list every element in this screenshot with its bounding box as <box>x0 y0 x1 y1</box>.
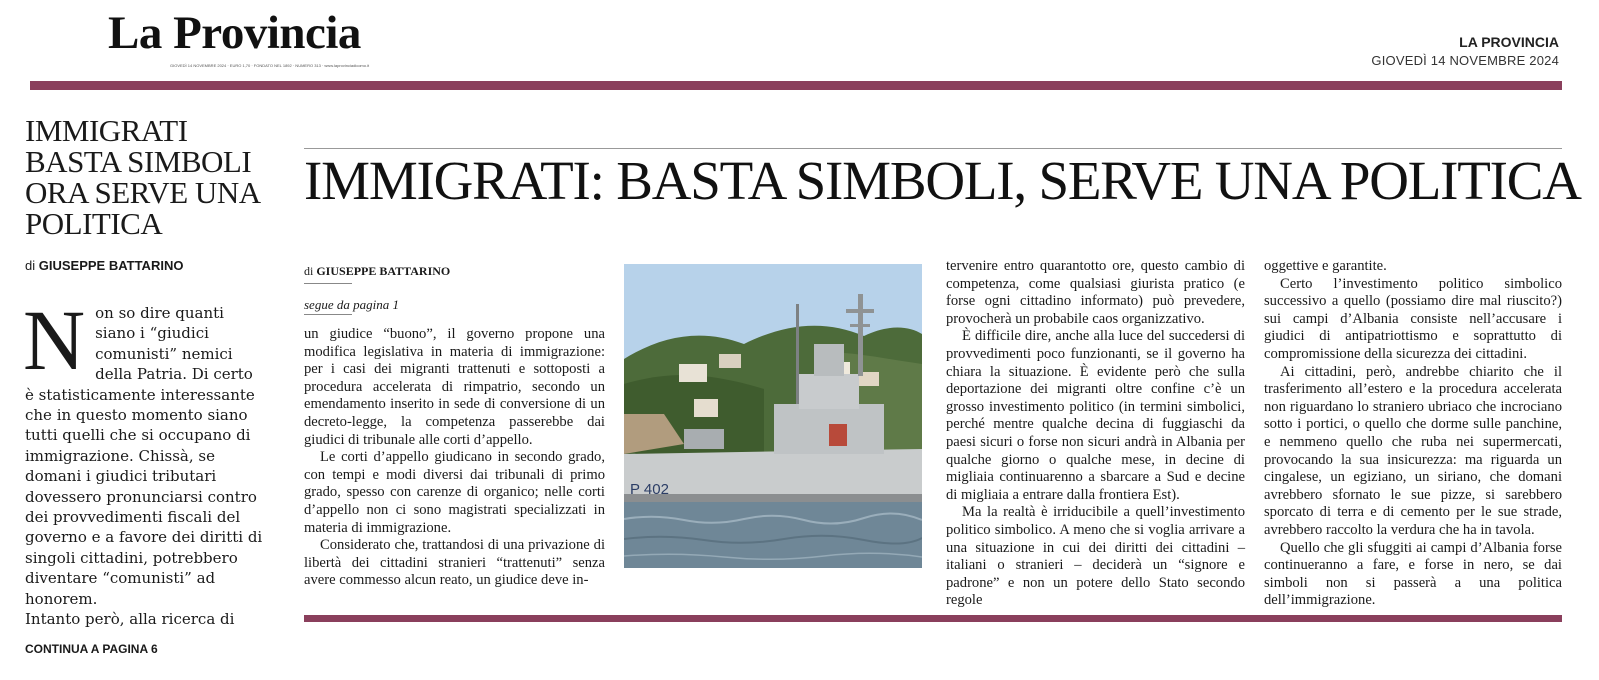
sidebar-title: IMMIGRATI BASTA SIMBOLI ORA SERVE UNA POLITICA <box>25 113 259 241</box>
article-paragraph: Ma la realtà è irriducibile a quell’investimento politico simbolico. A meno che si voglia arrivare a una situazione in cui dei diritti dei cittadini – italiani o stranieri – deciderà un “signore e padrone” e non un potere dello Stato secondo regole <box>946 504 1245 609</box>
article-headline: IMMIGRATI: BASTA SIMBOLI, SERVE UNA POLITICA <box>304 150 1581 211</box>
article-byline-prefix: di <box>304 264 314 278</box>
article-paragraph: Le corti d’appello giudicano in secondo grado, con tempi e modi diversi dai tribunali di primo grado, spesso con carenze di organico; nelle corti d’appello non ci sono magistrati specializzati in materia di immigrazione. <box>304 449 605 536</box>
article-paragraph: È difficile dire, anche alla luce del succedersi di provvedimenti poco funzionanti, se il governo ha chiara la situazione. È evidente però che sulla deportazione dei migranti oltre confine c’è un grosso investimento politico (in termini simbolici, perché mentre qualche decina di fuggiaschi da paesi sicuri o forse non sicuri andrà in Albania per qualche giorno o qualche mese, in decine di migliaia continuarenno a sbarcare a Sud e decine di migliaia a entrare dalla frontiera Est). <box>946 328 1245 503</box>
bottom-color-rule <box>304 615 1562 622</box>
top-color-rule <box>30 81 1562 90</box>
newspaper-logo: La Provincia <box>108 7 361 59</box>
article-paragraph: Considerato che, trattandosi di una privazione di libertà dei cittadini stranieri “trattenuti” senza avere commesso alcun reato, un giudice deve in- <box>304 537 605 589</box>
drop-cap: N <box>23 292 86 388</box>
follows-from-label: segue da pagina 1 <box>304 297 399 312</box>
masthead-info-line: GIOVEDÌ 14 NOVEMBRE 2024 · EURO 1,70 · FONDATO NEL 1892 · NUMERO 313 · www.laprovinciadicomo.it <box>170 63 370 68</box>
article-photo-warship <box>624 264 922 568</box>
article-paragraph: tervenire entro quarantotto ore, questo cambio di competenza, come qualsiasi giurista pratico (e forse ogni cittadino informato) può prevedere, provocherà un probabile caos organizzativo. <box>946 258 1245 327</box>
byline-divider <box>304 283 352 284</box>
hull-number: P 402 <box>630 481 669 498</box>
article-paragraph: Quello che gli sfuggiti ai campi d’Albania forse continueranno a fare, e forse in nero, se dai simboli non si passerà a una politica dell’immigrazione. <box>1264 539 1562 609</box>
article-paragraph: un giudice “buono”, il governo propone una modifica legislativa in materia di immigrazione: per i casi dei migranti trattenuti e sottoposti a procedura accelerata di rimpatrio, secondo un emendamento inserito in sede di conversione di un decreto-legge, la competenza passerebbe dai giudici di tribunale alle corti d’appello. <box>304 326 605 448</box>
article-column-3 <box>946 258 1245 610</box>
article-paragraph: oggettive e garantite. <box>1264 258 1387 274</box>
page-header-date: GIOVEDÌ 14 NOVEMBRE 2024 <box>1371 53 1559 68</box>
article-paragraph: Certo l’investimento politico simbolico successivo a quello (possiamo dire mal riuscito?) sui campi d’Albania consiste nell’accusare i giudici di antipatriottismo e soprattutto di compromissione della sicurezza dei cittadini. <box>1264 275 1562 362</box>
sidebar-paragraph: on so dire quanti siano i “giudici comunisti” nemici della Patria. Di certo è statisticamente interessante che in questo momento siano tutti quelli che si occupano di immigrazione. Chissà, se domani i giudici tributari dovessero pronunciarsi contro dei provvedimenti fiscali del governo e a favore dei diritti di singoli cittadini, potrebbero diventare “comunisti” ad honorem. <box>25 304 263 608</box>
follows-divider <box>304 314 352 315</box>
sidebar-byline-author: GIUSEPPE BATTARINO <box>38 258 184 273</box>
article-column-1 <box>304 326 605 590</box>
page-header-paper-name: LA PROVINCIA <box>1459 34 1559 50</box>
sidebar-byline-prefix: di <box>25 258 36 273</box>
continue-link[interactable]: CONTINUA A PAGINA 6 <box>25 642 158 656</box>
headline-rule <box>304 148 1562 149</box>
sidebar-paragraph: Intanto però, alla ricerca di <box>25 610 235 629</box>
sidebar-byline <box>25 258 183 273</box>
article-paragraph: Ai cittadini, però, andrebbe chiarito che il trasferimento all’estero e la procedura accelerata non riguardano lo straniero ubriaco che incrociano sotto i portici, o quello che dorme sulle panchine, e nemmeno quello che ruba nei supermercati, provocando la sua insicurezza: ma riguarda un cingalese, un egiziano, un siriano, che domani avrebbero sfornato le sue pizze, si sarebbero sporcato di terra e di cemento per le sue strade, avrebbero raccolto la verdura che ha in tavola. <box>1264 363 1562 538</box>
article-byline-author: GIUSEPPE BATTARINO <box>316 264 451 278</box>
sidebar-body <box>23 292 265 630</box>
article-byline <box>304 264 450 279</box>
article-column-4 <box>1264 258 1562 610</box>
